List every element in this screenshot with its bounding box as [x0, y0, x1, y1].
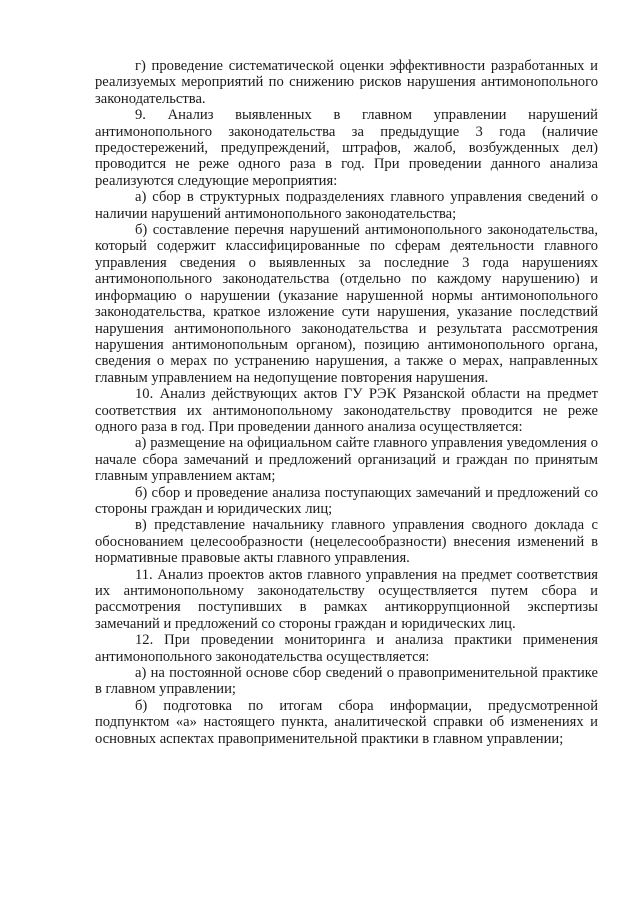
paragraph-9b: б) составление перечня нарушений антимонопольного законодательства, который содержит классифицированные по сферам деятельности главного управления сведения о выявленных за последние 3 года нарушениях антимонопольного законодательства (отдельно по каждому нарушению) и информацию о нарушении (указание нарушенной нормы антимонопольного законодательства, краткое изложение сути нарушения, указание последствий нарушения антимонопольного законодательства и результата рассмотрения нарушения антимонопольным органом), позицию антимонопольного органа, сведения о мерах по устранению нарушения, а также о мерах, направленных главным управлением на недопущение повторения нарушения. — [95, 222, 598, 386]
document-page — [95, 58, 598, 747]
paragraph-10v: в) представление начальнику главного управления сводного доклада с обоснованием целесообразности (нецелесообразности) внесения изменений в нормативные правовые акты главного управления. — [95, 517, 598, 567]
paragraph-12a: а) на постоянной основе сбор сведений о правоприменительной практике в главном управлении; — [95, 665, 598, 698]
paragraph-10a: а) размещение на официальном сайте главного управления уведомления о начале сбора замечаний и предложений организаций и граждан по принятым главным управлением актам; — [95, 435, 598, 485]
paragraph-9a: а) сбор в структурных подразделениях главного управления сведений о наличии нарушений антимонопольного законодательства; — [95, 189, 598, 222]
paragraph-4g: г) проведение систематической оценки эффективности разработанных и реализуемых мероприятий по снижению рисков нарушения антимонопольного законодательства. — [95, 58, 598, 107]
paragraph-11: 11. Анализ проектов актов главного управления на предмет соответствия их антимонопольному законодательству осуществляется путем сбора и рассмотрения поступивших в рамках антикоррупционной экспертизы замечаний и предложений со стороны граждан и юридических лиц. — [95, 566, 598, 632]
paragraph-9: 9. Анализ выявленных в главном управлении нарушений антимонопольного законодательства за предыдущие 3 года (наличие предостережений, предупреждений, штрафов, жалоб, возбужденных дел) проводится не реже одного раза в год. При проведении данного анализа реализуются следующие мероприятия: — [95, 107, 598, 189]
paragraph-12: 12. При проведении мониторинга и анализа практики применения антимонопольного законодательства осуществляется: — [95, 632, 598, 665]
paragraph-12b: б) подготовка по итогам сбора информации, предусмотренной подпунктом «а» настоящего пункта, аналитической справки об изменениях и основных аспектах правоприменительной практики в главном управлении; — [95, 697, 598, 747]
paragraph-10b: б) сбор и проведение анализа поступающих замечаний и предложений со стороны граждан и юридических лиц; — [95, 484, 598, 517]
paragraph-10: 10. Анализ действующих актов ГУ РЭК Рязанской области на предмет соответствия их антимонопольному законодательству проводится не реже одного раза в год. При проведении данного анализа осуществляется: — [95, 386, 598, 435]
